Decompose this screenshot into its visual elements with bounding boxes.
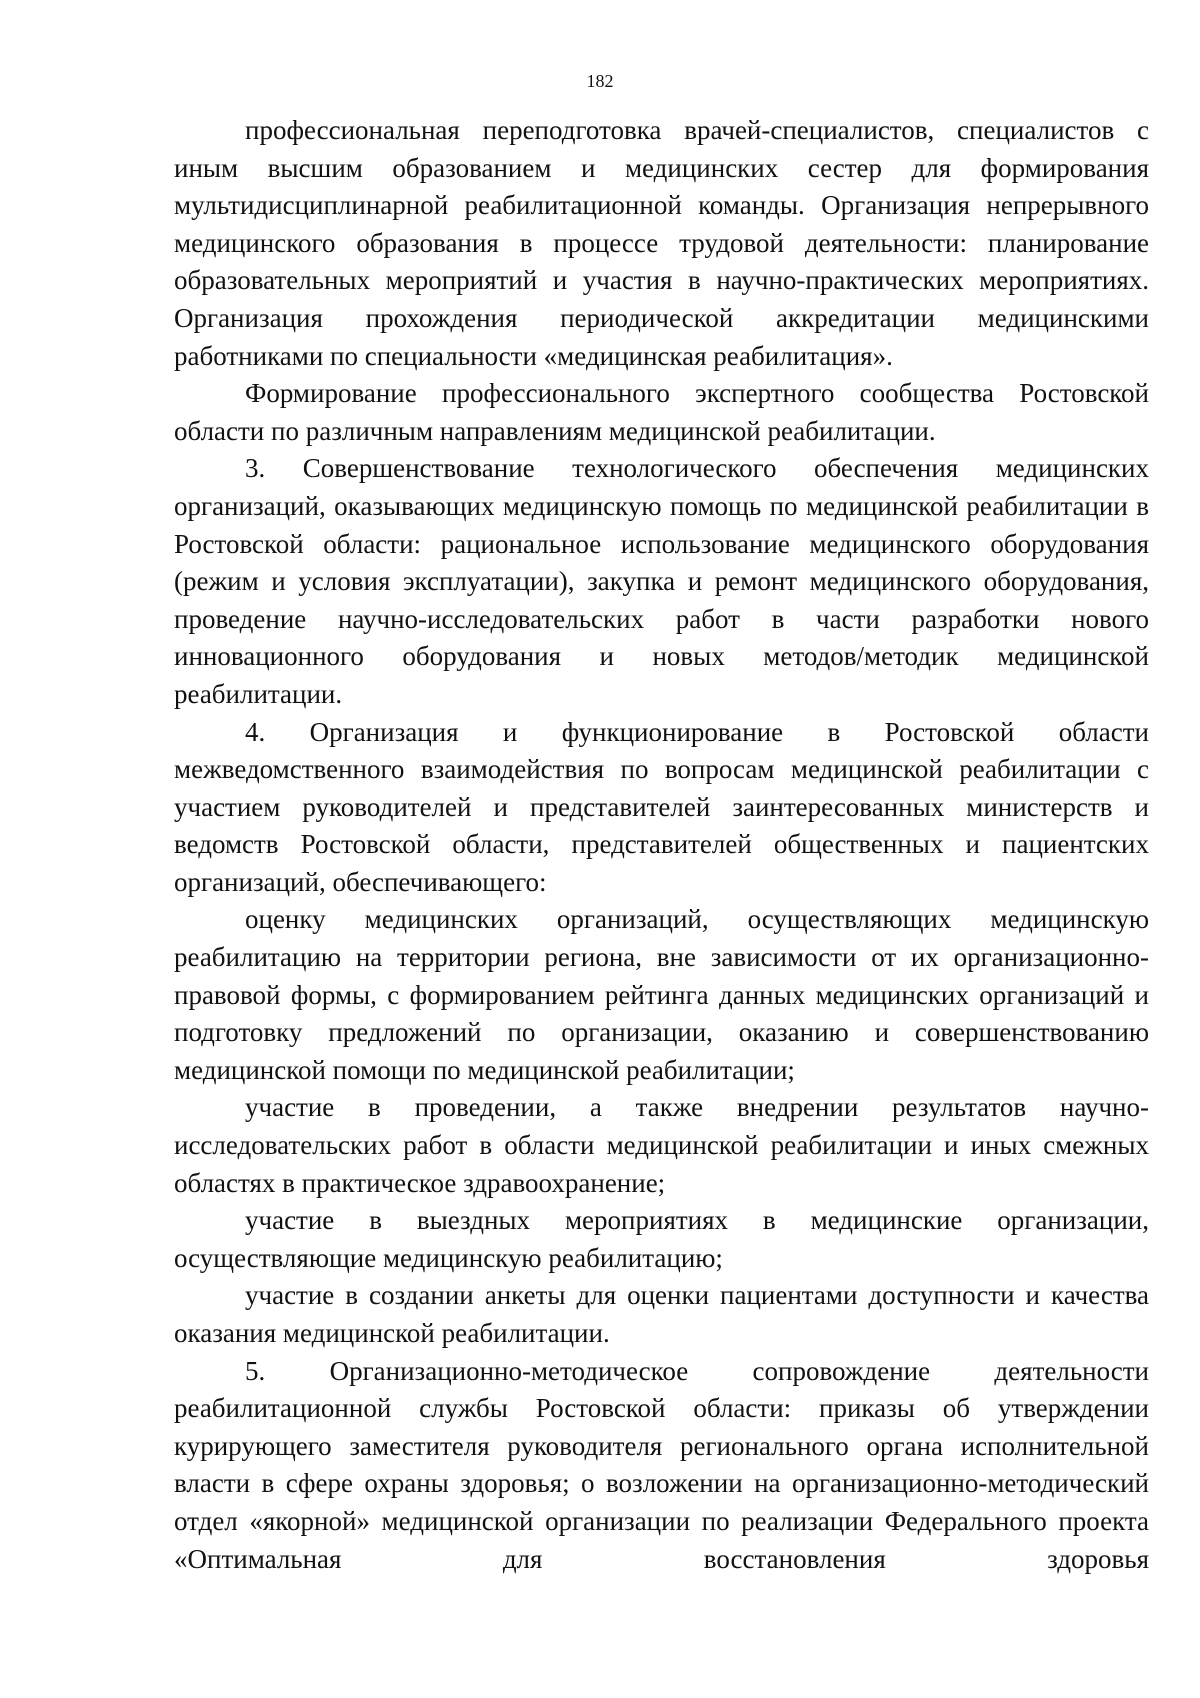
paragraph-field-events: участие в выездных мероприятиях в медицинские организации, осуществляющие медицинскую реабилитацию; xyxy=(174,1205,1149,1273)
paragraph-item-3-technology: 3. Совершенствование технологического обеспечения медицинских организаций, оказывающих медицинскую помощь по медицинской реабилитации в Ростовской области: рациональное использование медицинского оборудования (режим и условия эксплуатации), закупка и ремонт медицинского оборудования, проведение научно-исследовательских работ в части разработки нового инновационного оборудования и новых методов/методик медицинской реабилитации. xyxy=(174,453,1149,709)
paragraph-item-5-methodology: 5. Организационно-методическое сопровождение деятельности реабилитационной службы Ростовской области: приказы об утверждении курирующего заместителя руководителя регионального органа исполнительной власти в сфере охраны здоровья; о возложении на организационно-методический отдел «якорной» медицинской организации по реализации Федерального проекта «Оптимальная для восстановления здоровья xyxy=(174,1355,1149,1574)
paragraph-expert-community: Формирование профессионального экспертного сообщества Ростовской области по различным направлениям медицинской реабилитации. xyxy=(174,378,1149,446)
paragraph-assessment: оценку медицинских организаций, осуществляющих медицинскую реабилитацию на территории региона, вне зависимости от их организационно-правовой формы, с формированием рейтинга данных медицинских организаций и подготовку предложений по организации, оказанию и совершенствованию медицинской помощи по медицинской реабилитации; xyxy=(174,904,1149,1085)
paragraph-research-participation: участие в проведении, а также внедрении результатов научно-исследовательских работ в области медицинской реабилитации и иных смежных областях в практическое здравоохранение; xyxy=(174,1092,1149,1198)
page-number: 182 xyxy=(586,71,614,91)
document-body xyxy=(174,112,1149,1578)
paragraph-questionnaire: участие в создании анкеты для оценки пациентами доступности и качества оказания медицинской реабилитации. xyxy=(174,1280,1149,1348)
paragraph-item-4-interagency: 4. Организация и функционирование в Ростовской области межведомственного взаимодействия по вопросам медицинской реабилитации с участием руководителей и представителей заинтересованных министерств и ведомств Ростовской области, представителей общественных и пациентских организаций, обеспечивающего: xyxy=(174,716,1149,897)
paragraph-training: профессиональная переподготовка врачей-специалистов, специалистов с иным высшим образованием и медицинских сестер для формирования мультидисциплинарной реабилитационной команды. Организация непрерывного медицинского образования в процессе трудовой деятельности: планирование образовательных мероприятий и участия в научно-практических мероприятиях. Организация прохождения периодической аккредитации медицинскими работниками по специальности «медицинская реабилитация». xyxy=(174,115,1149,371)
